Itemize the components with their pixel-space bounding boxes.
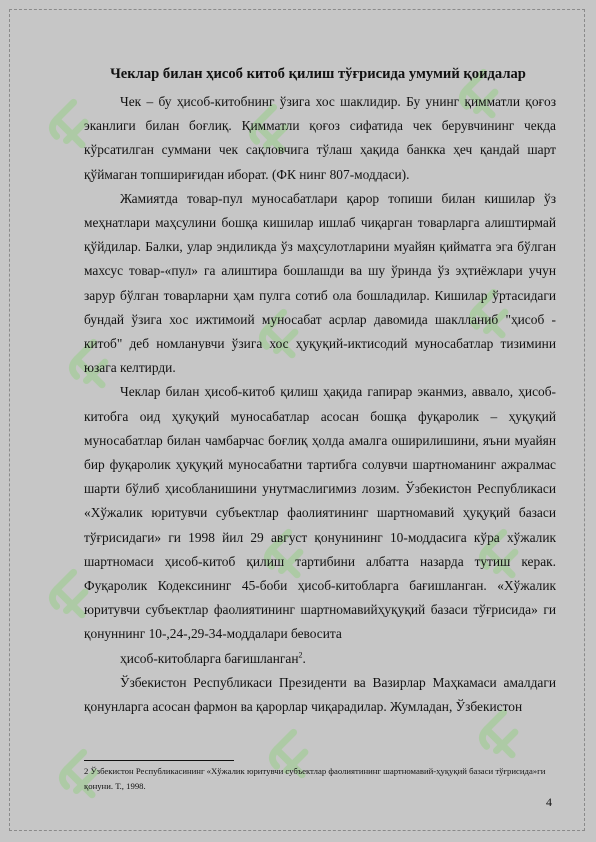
page-number: 4 — [546, 795, 552, 809]
page-title: Чеклар билан ҳисоб китоб қилиш тўғрисида умумий қоидалар — [110, 66, 526, 82]
paragraph-1: Чек – бу ҳисоб-китобнинг ўзига хос шаклидир. Бу унинг қимматли қоғоз эканлиги билан боғлиқ. Қимматли қоғоз сифатида чек берувчининг чекда кўрсатилган суммани чек сақловчига тўлаш ҳақида банкка ҳеч қандай шарт қўймаган топшириғидан иборат. (ФК нинг 807-моддаси). — [84, 94, 556, 182]
footnote-divider — [84, 760, 234, 761]
paragraph-4-text: ҳисоб-китобларга бағишланган — [120, 650, 299, 666]
document-body — [84, 64, 556, 719]
footnote: 2 Ўзбекистон Республикасининг «Хўжалик юритувчи субъектлар фаолиятининг шартномавий-ҳуқуқий базаси тўғрисида»ги қонуни. Т., 1998. — [84, 766, 546, 791]
paragraph-3: Чеклар билан ҳисоб-китоб қилиш ҳақида гапирар эканмиз, аввало, ҳисоб-китобга оид ҳуқуқий муносабатлар асосан бошқа фуқаролик – ҳуқуқий муносабатлар билан чамбарчас боғлиқ ҳолда амалга оширилишини, яъни муайян бир фуқаролик ҳуқуқий муносабатни тартибга солувчи шартноманинг ажралмас шарти бўлиб ҳисобланишини унутмаслигимиз лозим. Ўзбекистон Республикаси «Хўжалик юритувчи субъектлар фаолиятининг шартномавий ҳуқуқий базаси тўғрисидаги» ги 1998 йил 29 август қонунининг 10-моддасига кўра хўжалик шартномаси ҳисоб-китоб қилиш тартибини албатта назарда тутиш керак. Фуқаролик Кодексининг 45-боби ҳисоб-китобларга бағишланган. «Хўжалик юритувчи субъектлар фаолиятининг шартномавийҳуқуқий базаси тўғрисида» ги қонуннинг 10-,24-,29-34-моддалари бевосита — [84, 384, 556, 642]
paragraph-2: Жамиятда товар-пул муносабатлари қарор топиши билан кишилар ўз меҳнатлари маҳсулини бошқа кишилар ишлаб чиқарган товарларга алиштирмай қўйдилар. Балки, улар эндиликда ўз маҳсулотларини муайян қийматга эга бўлган махсус товар-«пул» га алиштира бошлашди ва шу ўринда ўз эҳтиёжлари учун зарур бўлган товарларни ҳам пулга сотиб ола бошладилар. Кишилар ўртасидаги бундай ўзига хос ижтимоий муносабат асрлар давомида шаклланиб "ҳисоб - китоб" деб номланувчи ўзига хос ҳуқуқий-иктисодий муносабатлар тизимини юзага келтирди. — [84, 190, 556, 376]
paragraph-4 — [84, 647, 556, 671]
paragraph-5: Ўзбекистон Республикаси Президенти ва Вазирлар Маҳкамаси амалдаги қонунларга асосан фармон ва қарорлар чиқарадилар. Жумладан, Ўзбекистон — [84, 674, 556, 715]
footnote-reference[interactable]: 2 — [298, 650, 303, 660]
paragraph-4-end: . — [302, 650, 306, 666]
